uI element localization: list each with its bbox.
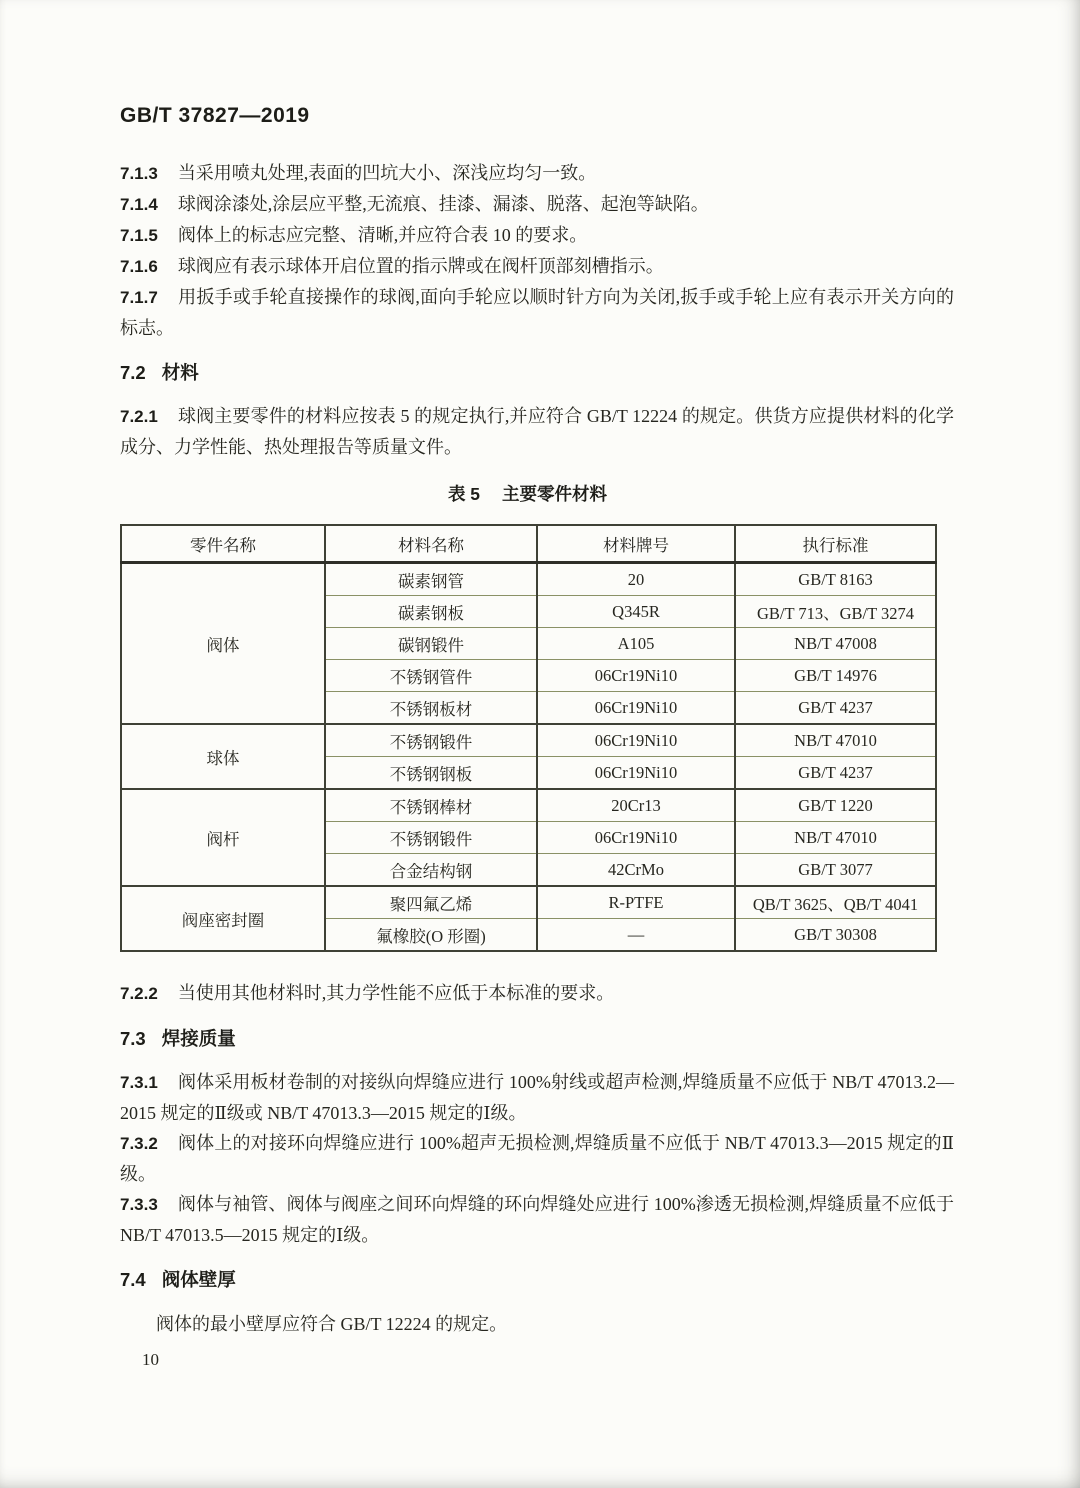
grade-cell: R-PTFE <box>537 886 735 919</box>
table-row <box>121 563 936 596</box>
grade-cell: 06Cr19Ni10 <box>537 660 735 692</box>
clause-text: 阀体的最小壁厚应符合 GB/T 12224 的规定。 <box>156 1314 508 1334</box>
table-row <box>121 886 936 919</box>
clause-7-1-4 <box>120 189 954 220</box>
material-cell: 碳钢锻件 <box>325 628 537 660</box>
clause-number: 7.1.7 <box>120 288 158 307</box>
clause-text: 用扳手或手轮直接操作的球阀,面向手轮应以顺时针方向为关闭,扳手或手轮上应有表示开关方向的标志。 <box>120 287 954 338</box>
clause-text: 阀体采用板材卷制的对接纵向焊缝应进行 100%射线或超声检测,焊缝质量不应低于 NB/T 47013.2—2015 规定的Ⅱ级或 NB/T 47013.3—2015 规定的Ⅰ级。 <box>120 1072 954 1123</box>
grade-cell: — <box>537 919 735 952</box>
standard-cell: GB/T 8163 <box>735 563 936 596</box>
table5-caption-title: 主要零件材料 <box>502 484 608 504</box>
clause-text: 阀体上的标志应完整、清晰,并应符合表 10 的要求。 <box>177 225 588 245</box>
material-cell: 不锈钢管件 <box>325 660 537 692</box>
standard-cell: NB/T 47010 <box>735 724 936 757</box>
page-content <box>120 104 954 1339</box>
part-cell-seat-ring: 阀座密封圈 <box>121 886 325 951</box>
clause-7-3-2 <box>120 1128 954 1189</box>
clause-number: 7.2.1 <box>120 407 158 426</box>
part-cell-valve-body: 阀体 <box>121 563 325 725</box>
clause-text: 球阀主要零件的材料应按表 5 的规定执行,并应符合 GB/T 12224 的规定。供货方应提供材料的化学成分、力学性能、热处理报告等质量文件。 <box>120 406 954 457</box>
standard-cell: NB/T 47010 <box>735 822 936 854</box>
material-cell: 不锈钢棒材 <box>325 789 537 822</box>
clause-7-1-6 <box>120 251 954 282</box>
clause-text: 球阀涂漆处,涂层应平整,无流痕、挂漆、漏漆、脱落、起泡等缺陷。 <box>177 194 709 214</box>
table-row <box>121 789 936 822</box>
material-cell: 氟橡胶(O 形圈) <box>325 919 537 952</box>
clause-number: 7.2.2 <box>120 984 158 1003</box>
clause-number: 7.1.5 <box>120 226 158 245</box>
section-title: 焊接质量 <box>161 1028 236 1049</box>
grade-cell: 42CrMo <box>537 854 735 887</box>
column-header-material: 材料名称 <box>325 525 537 563</box>
standard-number-header: GB/T 37827—2019 <box>120 104 310 127</box>
standard-cell: GB/T 3077 <box>735 854 936 887</box>
section-title: 阀体壁厚 <box>161 1269 236 1290</box>
clause-text: 球阀应有表示球体开启位置的指示牌或在阀杆顶部刻槽指示。 <box>177 256 664 276</box>
material-cell: 碳素钢管 <box>325 563 537 596</box>
material-cell: 聚四氟乙烯 <box>325 886 537 919</box>
clause-7-3-3 <box>120 1189 954 1250</box>
clause-text: 阀体与袖管、阀体与阀座之间环向焊缝的环向焊缝处应进行 100%渗透无损检测,焊缝质量不应低于 NB/T 47013.5—2015 规定的Ⅰ级。 <box>120 1194 954 1245</box>
standard-cell: GB/T 30308 <box>735 919 936 952</box>
section-number: 7.2 <box>120 362 146 383</box>
clause-number: 7.3.1 <box>120 1073 158 1092</box>
standard-cell: GB/T 14976 <box>735 660 936 692</box>
clause-7-2-1 <box>120 401 954 462</box>
section-number: 7.4 <box>120 1269 146 1290</box>
grade-cell: 06Cr19Ni10 <box>537 757 735 790</box>
section-number: 7.3 <box>120 1028 146 1049</box>
clause-text: 阀体上的对接环向焊缝应进行 100%超声无损检测,焊缝质量不应低于 NB/T 47013.3—2015 规定的Ⅱ级。 <box>120 1133 954 1184</box>
clause-number: 7.1.3 <box>120 164 158 183</box>
standard-cell: GB/T 4237 <box>735 692 936 725</box>
clause-number: 7.1.4 <box>120 195 158 214</box>
clause-7-2-2 <box>120 978 954 1009</box>
table-row <box>121 724 936 757</box>
material-cell: 不锈钢锻件 <box>325 822 537 854</box>
section-heading-7-3 <box>120 1024 954 1054</box>
part-cell-ball: 球体 <box>121 724 325 789</box>
standard-cell: GB/T 4237 <box>735 757 936 790</box>
column-header-standard: 执行标准 <box>735 525 936 563</box>
table5-caption-label: 表 5 <box>447 484 481 504</box>
grade-cell: 06Cr19Ni10 <box>537 692 735 725</box>
clause-7-1-3 <box>120 158 954 189</box>
clause-7-3-1 <box>120 1067 954 1128</box>
clause-text: 当使用其他材料时,其力学性能不应低于本标准的要求。 <box>177 983 615 1003</box>
material-cell: 不锈钢钢板 <box>325 757 537 790</box>
section-heading-7-2 <box>120 358 954 388</box>
column-header-part: 零件名称 <box>121 525 325 563</box>
material-cell: 不锈钢板材 <box>325 692 537 725</box>
clause-number: 7.1.6 <box>120 257 158 276</box>
clause-number: 7.3.2 <box>120 1134 158 1153</box>
materials-table <box>120 524 937 952</box>
table5-caption <box>120 480 935 508</box>
material-cell: 合金结构钢 <box>325 854 537 887</box>
standard-cell: QB/T 3625、QB/T 4041 <box>735 886 936 919</box>
grade-cell: 06Cr19Ni10 <box>537 724 735 757</box>
material-cell: 碳素钢板 <box>325 596 537 628</box>
grade-cell: 20Cr13 <box>537 789 735 822</box>
clause-7-1-5 <box>120 220 954 251</box>
material-cell: 不锈钢锻件 <box>325 724 537 757</box>
clause-7-1-7 <box>120 282 954 343</box>
table-header-row <box>121 525 936 563</box>
part-cell-stem: 阀杆 <box>121 789 325 886</box>
grade-cell: Q345R <box>537 596 735 628</box>
clause-number: 7.3.3 <box>120 1195 158 1214</box>
standard-cell: NB/T 47008 <box>735 628 936 660</box>
standard-cell: GB/T 1220 <box>735 789 936 822</box>
grade-cell: 06Cr19Ni10 <box>537 822 735 854</box>
section-title: 材料 <box>161 362 199 383</box>
column-header-grade: 材料牌号 <box>537 525 735 563</box>
clause-text: 当采用喷丸处理,表面的凹坑大小、深浅应均匀一致。 <box>177 163 597 183</box>
grade-cell: A105 <box>537 628 735 660</box>
grade-cell: 20 <box>537 563 735 596</box>
standard-cell: GB/T 713、GB/T 3274 <box>735 596 936 628</box>
clause-7-4-body <box>120 1309 954 1339</box>
section-heading-7-4 <box>120 1265 954 1295</box>
page-number: 10 <box>142 1350 159 1369</box>
